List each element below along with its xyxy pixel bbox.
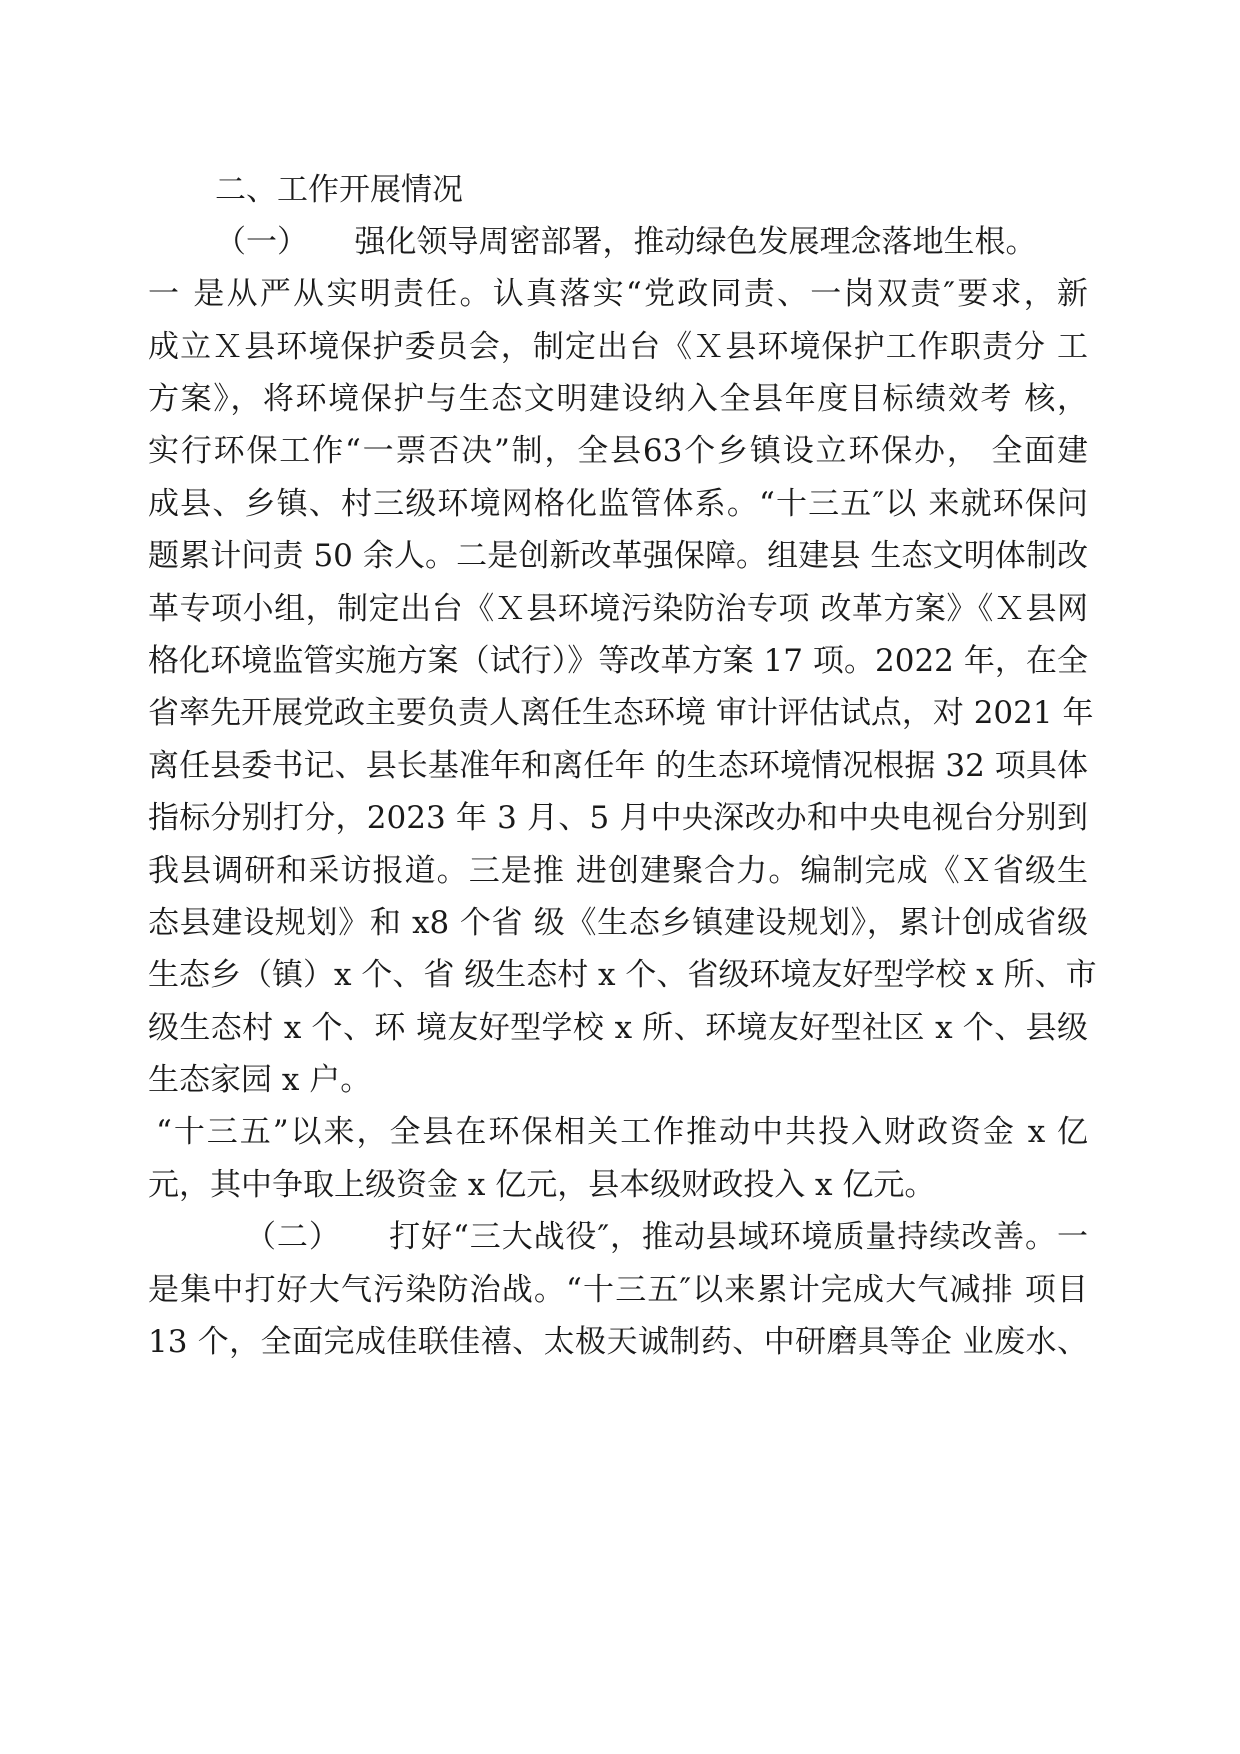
paragraph-line: 一 是从严从实明责任。认真落实“党政同责、一岗双责″要求，新: [148, 276, 1088, 312]
subsection-title-2: （二） 打好“三大战役″，推动县域环境质量持续改善。一: [245, 1219, 1088, 1255]
paragraph-line: 13 个，全面完成佳联佳禧、太极天诚制药、中研磨具等企 业废水、: [148, 1324, 1088, 1360]
paragraph-line: 离任县委书记、县长基准年和离任年 的生态环境情况根据 32 项具体: [148, 748, 1088, 784]
paragraph-line: 生态乡（镇）x 个、省 级生态村 x 个、省级环境友好型学校 x 所、市: [148, 957, 1097, 993]
paragraph-line: 成县、乡镇、村三级环境网格化监管体系。“十三五″以 来就环保问: [148, 486, 1088, 522]
subsection-title-1: （一） 强化领导周密部署，推动绿色发展理念落地生根。: [215, 224, 1037, 260]
paragraph-line-last: 生态家园 x 户。: [148, 1062, 372, 1098]
paragraph-line: 是集中打好大气污染防治战。“十三五″以来累计完成大气减排 项目: [148, 1272, 1088, 1308]
paragraph-line: 我县调研和采访报道。三是推 进创建聚合力。编制完成《Ｘ省级生: [148, 853, 1088, 889]
paragraph-line: 省率先开展党政主要负责人离任生态环境 审计评估试点，对 2021 年: [148, 695, 1094, 731]
paragraph-line: 指标分别打分，2023 年 3 月、5 月中央深改办和中央电视台分别到: [148, 800, 1088, 836]
section-heading: 二、工作开展情况: [215, 172, 463, 208]
paragraph-line: 级生态村 x 个、环 境友好型学校 x 所、环境友好型社区 x 个、县级: [148, 1010, 1088, 1046]
paragraph-line: 方案》，将环境保护与生态文明建设纳入全县年度目标绩效考 核，: [148, 381, 1088, 417]
paragraph-line: 题累计问责 50 余人。二是创新改革强保障。组建县 生态文明体制改: [148, 538, 1088, 574]
funding-line-last: 元，其中争取上级资金 x 亿元，县本级财政投入 x 亿元。: [148, 1167, 936, 1203]
paragraph-line: 态县建设规划》和 x8 个省 级《生态乡镇建设规划》，累计创成省级: [148, 905, 1088, 941]
funding-line: “十三五”以来，全县在环保相关工作推动中共投入财政资金 x 亿: [156, 1114, 1088, 1150]
paragraph-line: 革专项小组，制定出台《Ｘ县环境污染防治专项 改革方案》《Ｘ县网: [148, 591, 1088, 627]
paragraph-line: 实行环保工作“一票否决”制，全县63个乡镇设立环保办， 全面建: [148, 433, 1088, 469]
paragraph-line: 格化环境监管实施方案（试行）》等改革方案 17 项。2022 年，在全: [148, 643, 1088, 679]
paragraph-line: 成立Ｘ县环境保护委员会，制定出台《Ｘ县环境保护工作职责分 工: [148, 329, 1088, 365]
